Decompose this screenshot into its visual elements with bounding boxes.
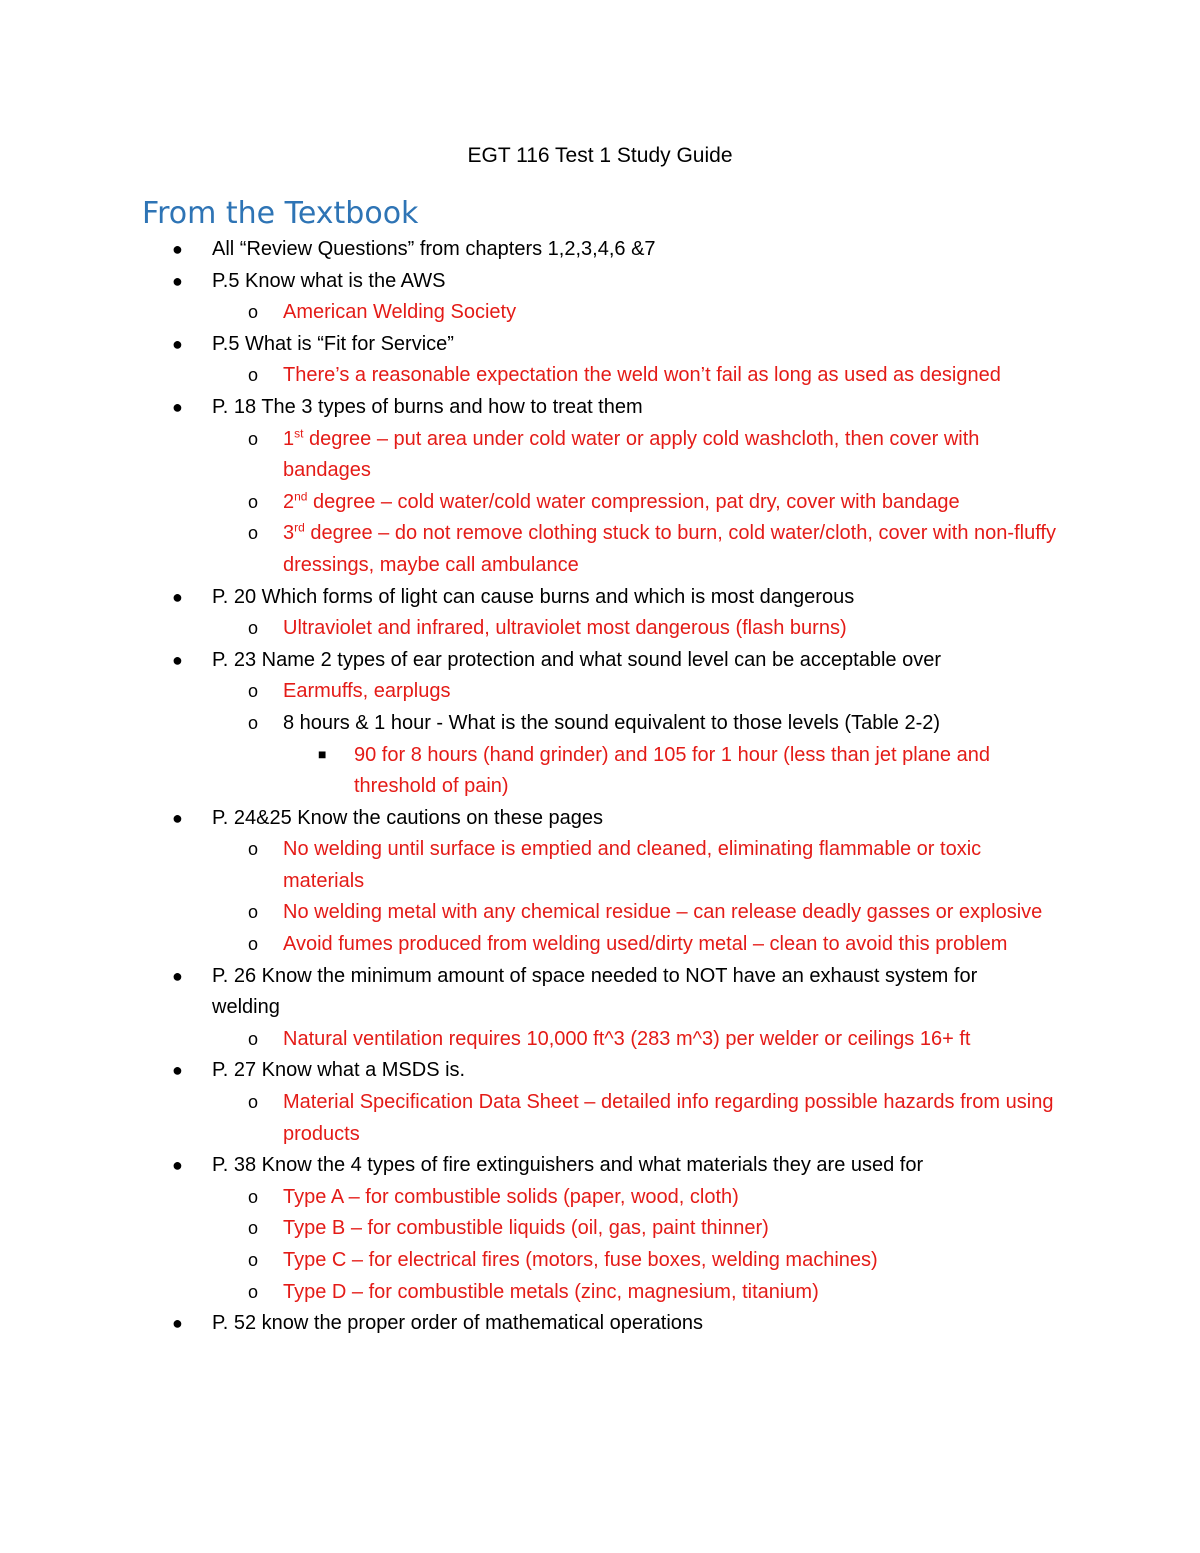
burn-degree-suffix: rd bbox=[294, 520, 305, 535]
answer-text: degree – cold water/cold water compression, pat dry, cover with bandage bbox=[307, 490, 960, 513]
answer-text: No welding until surface is emptied and cleaned, eliminating flammable or toxic materials bbox=[283, 838, 982, 892]
list-item bbox=[0, 1055, 1032, 1087]
list-item-text: P. 52 know the proper order of mathematical operations bbox=[212, 1312, 704, 1335]
circle-bullet-icon: o bbox=[248, 365, 259, 386]
circle-bullet-icon: o bbox=[248, 681, 259, 702]
answer-text: Earmuffs, earplugs bbox=[283, 680, 451, 703]
answer-item bbox=[0, 834, 1058, 897]
sub-question-text: 8 hours & 1 hour - What is the sound equivalent to those levels (Table 2-2) bbox=[283, 711, 941, 734]
list-item-text: P. 23 Name 2 types of ear protection and what sound level can be acceptable over bbox=[212, 648, 941, 671]
circle-bullet-icon: o bbox=[248, 934, 259, 955]
answer-item bbox=[0, 1182, 1058, 1214]
answer-item bbox=[0, 897, 1058, 929]
bullet-icon: ● bbox=[172, 965, 183, 986]
list-item-text: P. 26 Know the minimum amount of space needed to NOT have an exhaust system for welding bbox=[212, 964, 978, 1019]
bullet-icon: ● bbox=[172, 807, 183, 828]
list-item-text: P. 18 The 3 types of burns and how to treat them bbox=[212, 395, 643, 418]
list-item bbox=[0, 961, 1032, 1024]
answer-text: Type A – for combustible solids (paper, wood, cloth) bbox=[283, 1185, 739, 1208]
list-item bbox=[0, 329, 1032, 361]
bullet-icon: ● bbox=[172, 396, 183, 417]
burn-degree-suffix: st bbox=[294, 425, 304, 440]
answer-item bbox=[0, 1245, 1058, 1277]
circle-bullet-icon: o bbox=[248, 1186, 259, 1207]
answer-text: degree – put area under cold water or apply cold washcloth, then cover with bandages bbox=[283, 427, 980, 482]
list-item-text: P.5 What is “Fit for Service” bbox=[212, 332, 454, 355]
answer-item bbox=[0, 676, 1058, 708]
list-item bbox=[0, 1150, 1032, 1182]
answer-text: Avoid fumes produced from welding used/dirty metal – clean to avoid this problem bbox=[283, 933, 1008, 956]
section-heading: From the Textbook bbox=[142, 196, 419, 231]
bullet-icon: ● bbox=[172, 1313, 183, 1334]
list-item bbox=[0, 1308, 1032, 1340]
list-item-text: P.5 Know what is the AWS bbox=[212, 269, 446, 292]
answer-item bbox=[0, 518, 1058, 581]
answer-text: No welding metal with any chemical residue – can release deadly gasses or explosive bbox=[283, 901, 1043, 924]
burn-degree-number: 3 bbox=[283, 522, 295, 545]
circle-bullet-icon: o bbox=[248, 523, 259, 544]
answer-text: Natural ventilation requires 10,000 ft^3 (283 m^3) per welder or ceilings 16+ ft bbox=[283, 1027, 971, 1050]
answer-text: Type D – for combustible metals (zinc, magnesium, titanium) bbox=[283, 1280, 819, 1303]
burn-degree-suffix: nd bbox=[294, 489, 308, 504]
list-item bbox=[0, 392, 1032, 424]
circle-bullet-icon: o bbox=[248, 1218, 259, 1239]
answer-text: 90 for 8 hours (hand grinder) and 105 for 1 hour (less than jet plane and threshold of pain) bbox=[354, 743, 990, 798]
circle-bullet-icon: o bbox=[248, 1281, 259, 1302]
circle-bullet-icon: o bbox=[248, 839, 259, 860]
document-title: EGT 116 Test 1 Study Guide bbox=[467, 144, 733, 167]
bullet-icon: ● bbox=[172, 586, 183, 607]
list-item-text: P. 27 Know what a MSDS is. bbox=[212, 1059, 466, 1082]
list-item bbox=[0, 266, 1032, 298]
circle-bullet-icon: o bbox=[248, 618, 259, 639]
circle-bullet-icon: o bbox=[248, 712, 259, 733]
list-item bbox=[0, 803, 1032, 835]
answer-text: degree – do not remove clothing stuck to burn, cold water/cloth, cover with non-fluffy dressings, maybe call ambulance bbox=[283, 522, 1056, 576]
bullet-icon: ● bbox=[172, 239, 183, 259]
answer-item bbox=[0, 740, 1054, 803]
answer-text: Type B – for combustible liquids (oil, gas, paint thinner) bbox=[283, 1217, 769, 1240]
answer-item bbox=[0, 1213, 1058, 1245]
circle-bullet-icon: o bbox=[248, 302, 259, 323]
bullet-icon: ● bbox=[172, 1060, 183, 1081]
answer-text: Ultraviolet and infrared, ultraviolet most dangerous (flash burns) bbox=[283, 617, 847, 640]
bullet-icon: ● bbox=[172, 649, 183, 670]
list-item-text: All “Review Questions” from chapters 1,2,3,4,6 &7 bbox=[212, 238, 656, 260]
square-bullet-icon: ■ bbox=[318, 745, 327, 762]
circle-bullet-icon: o bbox=[248, 902, 259, 923]
circle-bullet-icon: o bbox=[248, 491, 259, 512]
circle-bullet-icon: o bbox=[248, 1250, 259, 1270]
list-item bbox=[0, 582, 1032, 614]
answer-text: American Welding Society bbox=[283, 301, 517, 324]
burn-degree-number: 2 bbox=[283, 490, 295, 513]
answer-item bbox=[0, 297, 1058, 329]
answer-item bbox=[0, 613, 1058, 645]
list-item bbox=[0, 645, 1032, 677]
answer-item bbox=[0, 1277, 1058, 1309]
answer-text: There’s a reasonable expectation the weld won’t fail as long as used as designed bbox=[283, 364, 1001, 387]
circle-bullet-icon: o bbox=[248, 428, 259, 449]
answer-item bbox=[0, 1024, 1058, 1056]
list-item-text: P. 24&25 Know the cautions on these pages bbox=[212, 806, 604, 829]
circle-bullet-icon: o bbox=[248, 1092, 259, 1113]
circle-bullet-icon: o bbox=[248, 1028, 259, 1049]
bullet-icon: ● bbox=[172, 333, 183, 354]
bullet-icon: ● bbox=[172, 270, 183, 291]
study-guide-list bbox=[0, 234, 1200, 1340]
answer-item bbox=[0, 360, 1058, 392]
list-item-text: P. 20 Which forms of light can cause burns and which is most dangerous bbox=[212, 585, 855, 608]
answer-item bbox=[0, 424, 1058, 487]
answer-item bbox=[0, 487, 1058, 519]
answer-text: Type C – for electrical fires (motors, fuse boxes, welding machines) bbox=[283, 1249, 878, 1271]
answer-item bbox=[0, 929, 1058, 961]
burn-degree-number: 1 bbox=[283, 427, 295, 450]
answer-item bbox=[0, 1087, 1058, 1150]
list-item bbox=[0, 234, 1032, 266]
list-item-text: P. 38 Know the 4 types of fire extinguishers and what materials they are used for bbox=[212, 1154, 924, 1177]
answer-text: Material Specification Data Sheet – detailed info regarding possible hazards from using products bbox=[283, 1091, 1054, 1145]
sub-question-item bbox=[0, 708, 1058, 740]
bullet-icon: ● bbox=[172, 1155, 183, 1176]
